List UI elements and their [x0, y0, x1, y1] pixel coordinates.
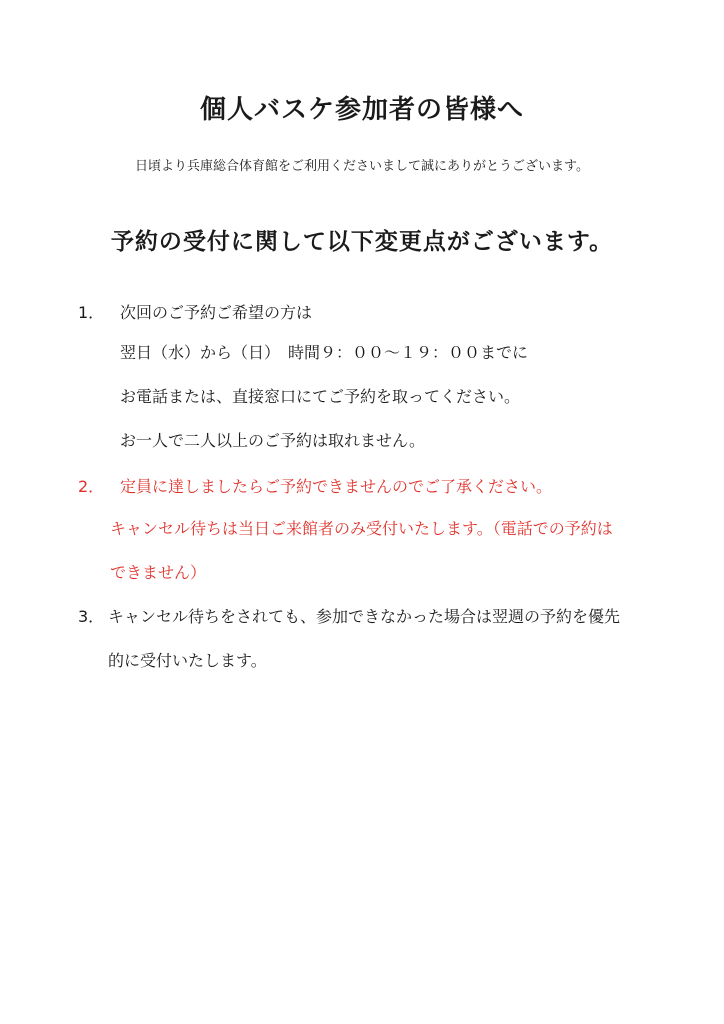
item-line: 的に受付いたします。: [108, 651, 267, 670]
item-number: 3．: [78, 607, 105, 626]
item-line: お一人で二人以上のご予約は取れません。: [120, 431, 425, 450]
notice-subtitle: 予約の受付に関して以下変更点がございます。: [110, 229, 614, 255]
item-number: 2．: [78, 477, 105, 496]
item-line: 次回のご予約ご希望の方は: [120, 303, 313, 322]
item-line: 翌日（水）から（日） 時間９：００～１９：００までに: [120, 343, 529, 362]
item-line: キャンセル待ちは当日ご来館者のみ受付いたします。（電話での予約は: [110, 519, 613, 538]
item-line: できません）: [110, 563, 207, 582]
item-line: お電話または、直接窓口にてご予約を取ってください。: [120, 387, 521, 406]
item-line: キャンセル待ちをされても、参加できなかった場合は翌週の予約を優先: [108, 607, 621, 626]
item-number: 1．: [78, 303, 105, 322]
item-line: 定員に達しましたらご予約できませんのでご了承ください。: [120, 477, 553, 496]
page-title: 個人バスケ参加者の皆様へ: [199, 95, 524, 125]
greeting-text: 日頃より兵庫総合体育館をご利用くださいまして誠にありがとうございます。: [135, 159, 589, 174]
